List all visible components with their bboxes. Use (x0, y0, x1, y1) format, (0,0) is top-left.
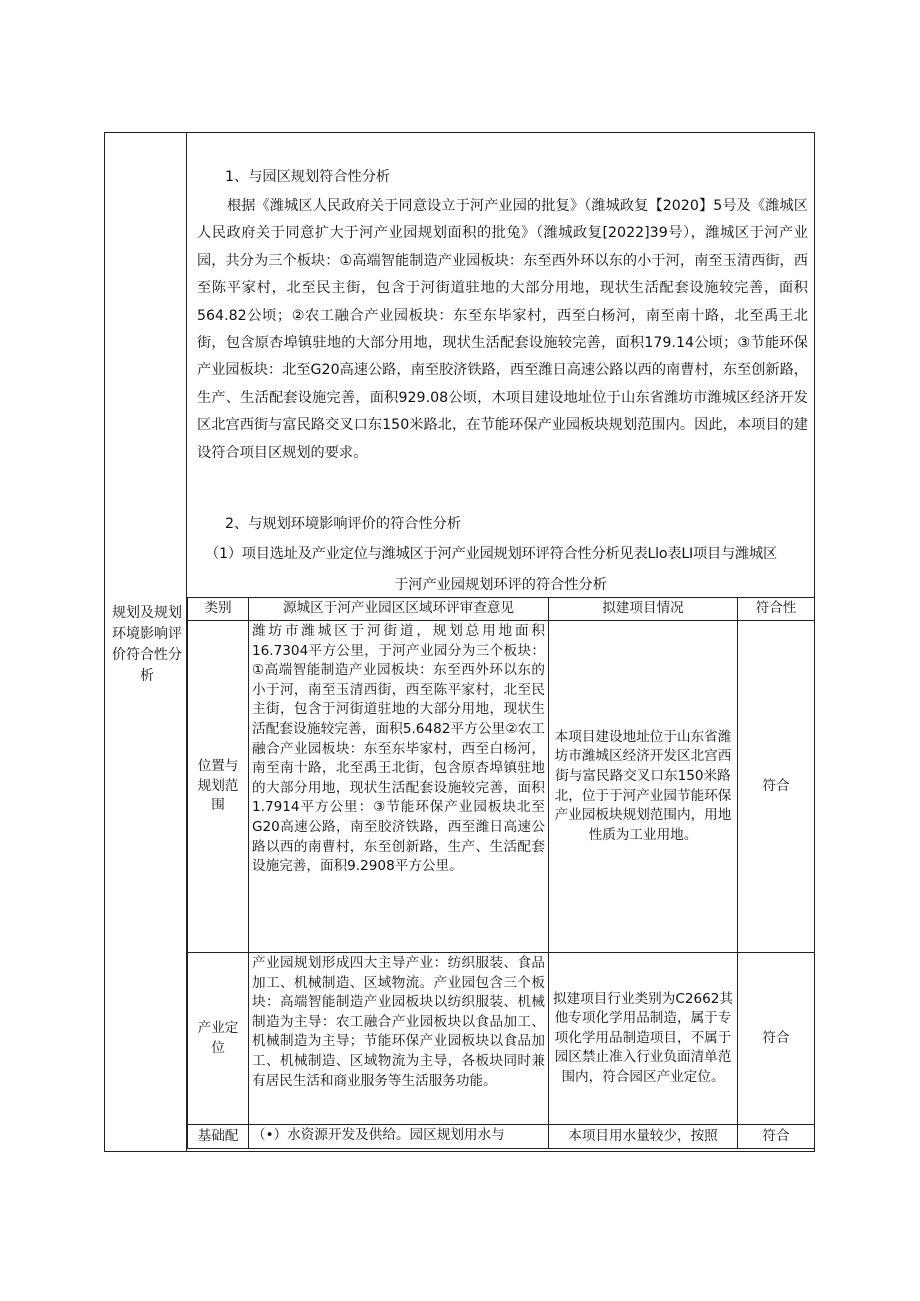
row-opinion: 潍坊市潍城区于河街道，规划总用地面积16.7304平方公里，于河产业园分为三个板块：①高端智能制造产业园板块：东至西外环以东的小于河，南至玉清西街，西至陈平家村，北至民主街，包含于河街道驻地的大部分用地，现状生活配套设施较完善，面积5.6482平方公里②农工融合产业园板块：东至东毕家村，西至白杨河，南至南十路，北至禹王北街，包含原杏埠镇驻地的大部分用地，现状生活配套设施较完善，面积1.7914平方公里：③节能环保产业园板块北至G20高速公路，南至胶济铁路，西至潍日高速公路以西的南曹村，东至创新路，生产、生活配套设施完善，面积9.2908平方公里。 (249, 621, 549, 953)
header-compliance: 符合性 (738, 598, 815, 621)
row-compliance: 符合 (738, 953, 815, 1125)
section1-body: 根据《潍城区人民政府关于同意设立于河产业园的批复》（潍城政复【2020】5号及《潍城区人民政府关于同意扩大于河产业园规划面积的批兔》（潍城政复[2022]39号），潍城区于河产业园，共分为三个板块：①高端智能制造产业园板块：东至西外环以东的小于河，南至玉清西街，西至陈平家村，北至民主街，包含于河街道驻地的大部分用地，现状生活配套设施较完善，面积564.82公顷；②农工融合产业园板块：东至东毕家村，西至白杨河，南至南十路，北至禹王北街，包含原杏埠镇驻地的大部分用地，现状生活配套设施较完善，面积179.14公顷；③节能环保产业园板块：北至G20高速公路，南至胶济铁路，西至潍日高速公路以西的南曹村，东至创新路，生产、生活配套设施完善，面积929.08公顷，木项目建设地址位于山东省潍坊市潍城区经济开发区北宫西街与富民路交叉口东150米路北，在节能环保产业园板块规划范围内。因此，本项目的建设符合项目区规划的要求。 (197, 198, 808, 461)
page-frame (104, 132, 815, 1152)
section2-title: 2、与规划环境影响评价的符合性分析 (225, 516, 462, 532)
row-project: 本项目建设地址位于山东省潍坊市潍城区经济开发区北宫西街与富民路交叉口东150米路北，位于于河产业园节能环保产业园板块规划范围内，用地性质为工业用地。 (549, 621, 738, 953)
row-project: 本项目用水量较少，按照 (549, 1125, 738, 1149)
table-row (188, 1125, 815, 1149)
row-category: 产业定位 (188, 953, 249, 1125)
table-row (188, 953, 815, 1125)
table-header-row (188, 598, 815, 621)
left-column (105, 133, 187, 1151)
row-opinion: （•）水资源开发及供给。园区规划用水与 (249, 1125, 549, 1149)
header-opinion: 源城区于河产业园区区域环评审查意见 (249, 598, 549, 621)
row-opinion: 产业园规划形成四大主导产业：纺织服装、食品加工、机械制造、区域物流。产业园包含三个板块：高端智能制造产业园板块以纺织服装、机械制造为主导：农工融合产业园板块以食品加工、机械制造为主导；节能环保产业园板块以食品加工、机械制造、区域物流为主导，各板块同时兼有居民生活和商业服务等生活服务功能。 (249, 953, 549, 1125)
sub1-text: （1）项目选址及产业定位与潍城区于河产业园规划环评符合性分析见表Llo表LI项目与潍城区 (205, 546, 777, 562)
left-label: 规划及规划环境影响评价符合性分析 (112, 605, 182, 684)
header-category: 类别 (188, 598, 249, 621)
row-category: 位置与规划范围 (188, 621, 249, 953)
compliance-table (187, 597, 815, 1149)
section1-title: 1、与园区规划符合性分析 (225, 169, 391, 185)
row-category: 基础配 (188, 1125, 249, 1149)
row-compliance: 符合 (738, 621, 815, 953)
header-project: 拟建项目情况 (549, 598, 738, 621)
table-row (188, 621, 815, 953)
row-compliance: 符合 (738, 1125, 815, 1149)
table-caption: 于河产业园规划环评的符合性分析 (394, 577, 607, 593)
row-project: 拟建项目行业类别为C2662其他专项化学用品制造，属于专项化学用品制造项目，不属于园区禁止准入行业负面清单范围内，符合园区产业定位。 (549, 953, 738, 1125)
